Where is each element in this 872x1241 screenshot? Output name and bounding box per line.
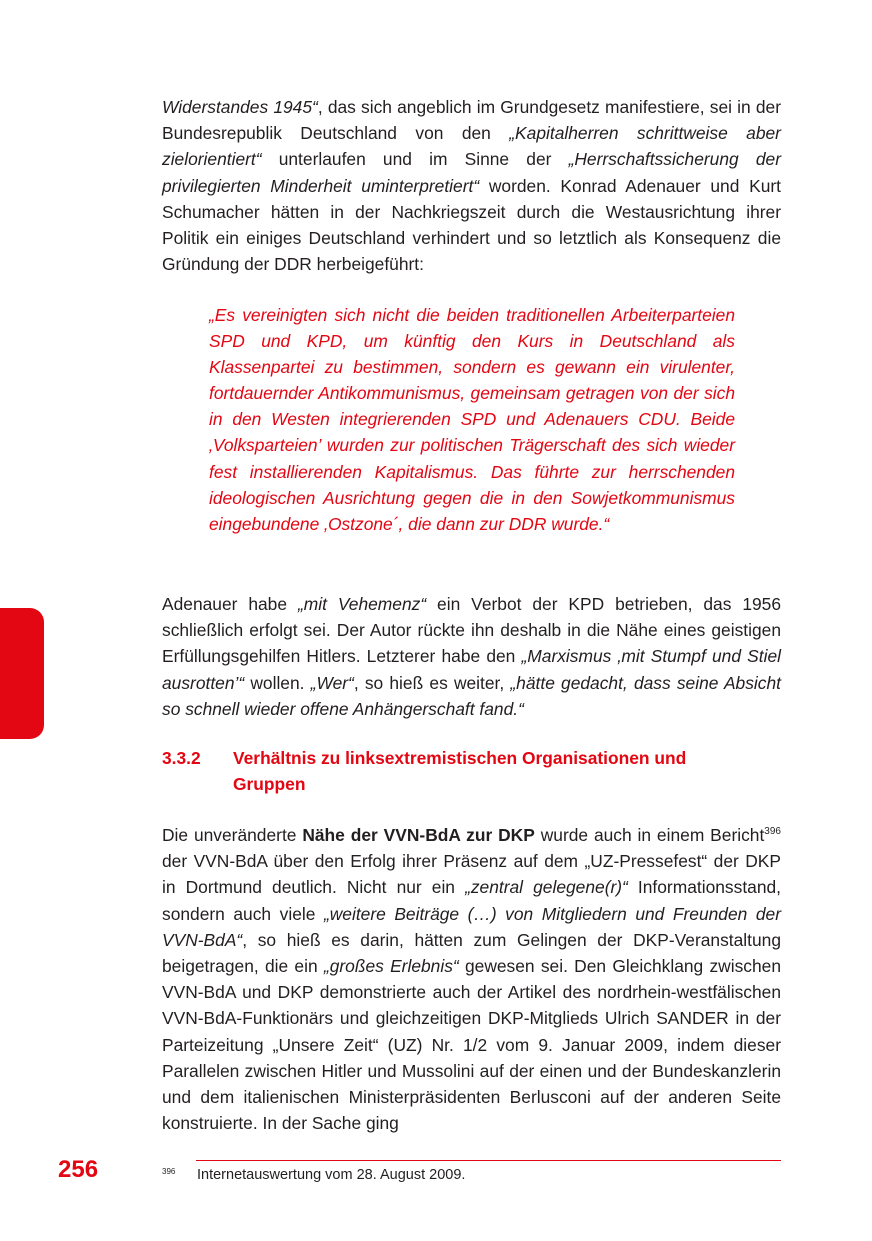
section-title: Verhältnis zu linksextremistischen Organisationen und Gruppen: [233, 748, 687, 795]
p1-italic-2: „Kapitalherren schrittweise aber zielorientiert“: [162, 123, 781, 170]
p3-text-1: Die unveränderte: [162, 825, 303, 845]
p1-text-3: worden. Konrad Adenauer und Kurt Schumacher hätten in der Nachkriegszeit durch die Westausrichtung ihrer Politik ein einiges Deutschland verhindert und so letztlich als Konsequenz die Gründung der DDR herbeigeführt:: [162, 175, 781, 275]
p3-italic-1: „zentral gelegene(r)“: [465, 877, 628, 898]
p2-italic-3: „Wer“: [310, 672, 354, 693]
p3-italic-3: „großes Erlebnis“: [323, 956, 459, 977]
p3-text-5: , so hieß es darin, hätten zum Gelingen der DKP-Veranstaltung beigetragen, die ein: [162, 929, 781, 977]
p1-italic-3: „Herrschaftssicherung der privilegierten Minderheit uminterpretiert“: [162, 149, 781, 196]
p3-italic-2: „weitere Beiträge (…) von Mitgliedern und Freunden der VVN-BdA“: [162, 903, 781, 950]
p3-text-6: gewesen sei. Den Gleichklang zwischen VVN-BdA und DKP demonstrierte auch der Artikel des nordrhein-westfälischen VVN-BdA-Funktionärs und gleichzeitigen DKP-Mitglieds Ulrich SANDER in der Parteizeitung „Unsere Zeit“ (UZ) Nr. 1/2 vom 9. Januar 2009, indem dieser Parallelen zwischen Hitler und Mussolini auf der einen und der Bundeskanzlerin und dem italienischen Ministerpräsidenten Berlusconi auf der anderen Seite konstruierte. In der Sache ging: [162, 956, 782, 1134]
p2-text-1: Adenauer habe: [162, 594, 298, 614]
paragraph-1: [162, 94, 781, 277]
footnote-marker: 396: [162, 1167, 176, 1176]
footnote-reference[interactable]: 396: [764, 826, 781, 837]
footnote-text: Internetauswertung vom 28. August 2009.: [197, 1167, 466, 1183]
section-number: 3.3.2: [162, 748, 201, 768]
p3-text-2: wurde auch in einem Bericht: [534, 825, 765, 845]
p1-text-1: , das sich angeblich im Grundgesetz manifestiere, sei in der Bundesrepublik Deutschland von den: [162, 97, 781, 144]
p3-text-3: der VVN-BdA über den Erfolg ihrer Präsenz auf dem „UZ-Pressefest“ der DKP in Dortmund deutlich. Nicht nur ein: [162, 851, 781, 898]
p2-text-3: wollen.: [244, 672, 311, 693]
p3-text-4: Informationsstand, sondern auch viele: [162, 877, 781, 924]
p1-text-2: unterlaufen und im Sinne der: [261, 149, 569, 170]
p2-italic-4: „hätte gedacht, dass seine Absicht so schnell wieder offene Anhängerschaft fand.“: [162, 672, 781, 719]
p2-italic-2: „Marxismus ‚mit Stumpf und Stiel ausrotten’“: [162, 646, 781, 693]
p2-text-2: ein Verbot der KPD betrieben, das 1956 schließlich erfolgt sei. Der Autor rückte ihn deshalb in die Nähe eines geistigen Erfüllungsgehilfen Hitlers. Letzterer habe den: [162, 594, 782, 667]
paragraph-3: [162, 822, 781, 1136]
paragraph-2: [162, 591, 781, 722]
p2-text-4: , so hieß es weiter,: [353, 672, 511, 693]
p3-bold-1: Nähe der VVN-BdA zur DKP: [302, 825, 535, 845]
block-quote: „Es vereinigten sich nicht die beiden traditionellen Arbeiterparteien SPD und KPD, um künftig den Kurs in Deutschland als Klassenpartei zu bestimmen, sondern es gewann ein virulenter, fortdauernder Antikommunismus, gemeinsam getragen von der sich in den Westen integrierenden SPD und Adenauers CDU. Beide ‚Volksparteien’ wurden zur politischen Trägerschaft des sich wieder fest installierenden Kapitalismus. Das führte zur herrschenden ideologischen Ausrichtung gegen die in den Sowjetkommunismus eingebundene ‚Ostzone´, die dann zur DDR wurde.“: [209, 305, 735, 534]
p1-italic-1: Widerstandes 1945“: [162, 97, 318, 117]
footnote-divider: [196, 1160, 781, 1161]
chapter-tab-marker: [0, 608, 44, 739]
page-number: 256: [58, 1156, 99, 1183]
p2-italic-1: „mit Vehemenz“: [297, 594, 427, 614]
